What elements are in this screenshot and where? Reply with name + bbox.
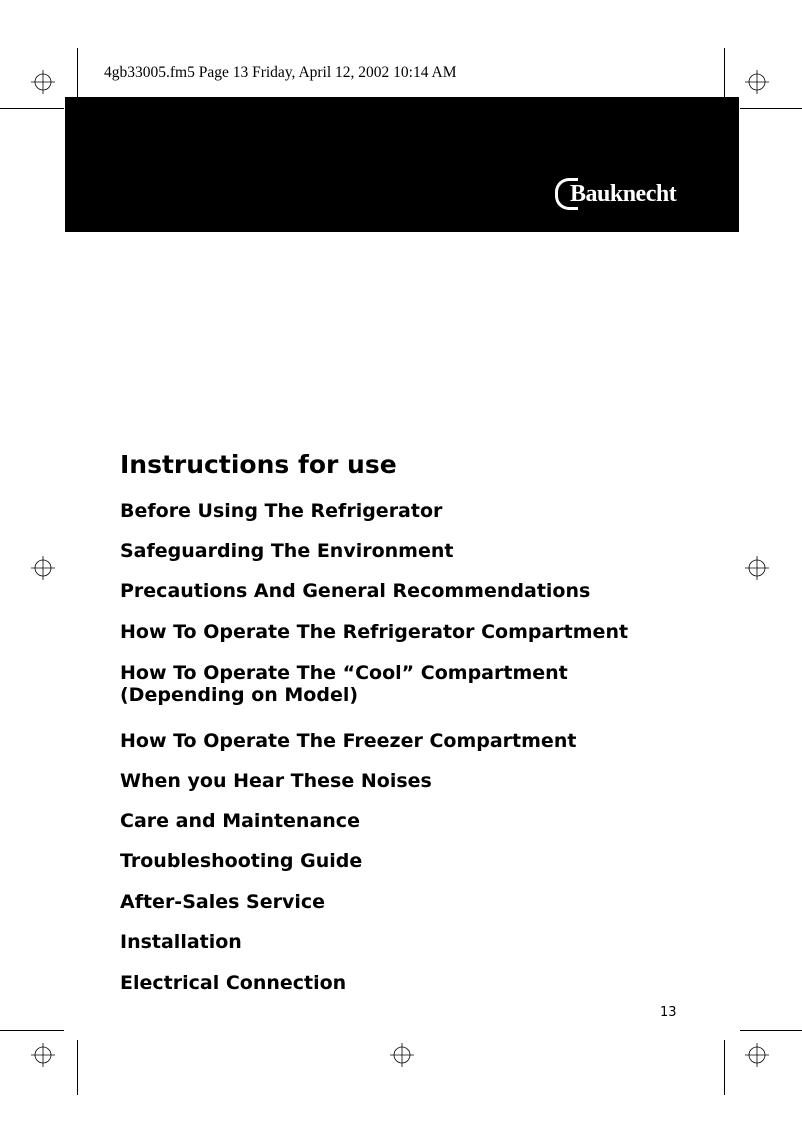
toc-item: Troubleshooting Guide — [120, 850, 363, 872]
toc-item: Safeguarding The Environment — [120, 540, 454, 562]
toc-item: Installation — [120, 931, 242, 953]
toc-item: When you Hear These Noises — [120, 770, 432, 792]
brand-banner — [65, 97, 739, 232]
print-header: 4gb33005.fm5 Page 13 Friday, April 12, 2002 10:14 AM — [104, 64, 457, 81]
bauknecht-logo — [555, 178, 676, 210]
toc-item: How To Operate The Freezer Compartment — [120, 730, 577, 752]
registration-mark-icon — [745, 1043, 769, 1067]
toc-item: Precautions And General Recommendations — [120, 580, 591, 602]
toc-item: Electrical Connection — [120, 972, 347, 994]
toc-item: Care and Maintenance — [120, 810, 360, 832]
toc-item: Before Using The Refrigerator — [120, 500, 443, 522]
page-number: 13 — [660, 1005, 677, 1020]
registration-mark-icon — [31, 556, 55, 580]
registration-mark-icon — [31, 1043, 55, 1067]
toc-item: How To Operate The Refrigerator Compartment — [120, 621, 629, 643]
registration-mark-icon — [31, 70, 55, 94]
registration-mark-icon — [390, 1043, 414, 1067]
registration-mark-icon — [745, 556, 769, 580]
page-title: Instructions for use — [120, 450, 397, 479]
toc-item: How To Operate The “Cool” Compartment (Depending on Model) — [120, 662, 568, 706]
toc-item: After-Sales Service — [120, 891, 326, 913]
logo-text: Bauknecht — [570, 180, 677, 207]
registration-mark-icon — [745, 70, 769, 94]
